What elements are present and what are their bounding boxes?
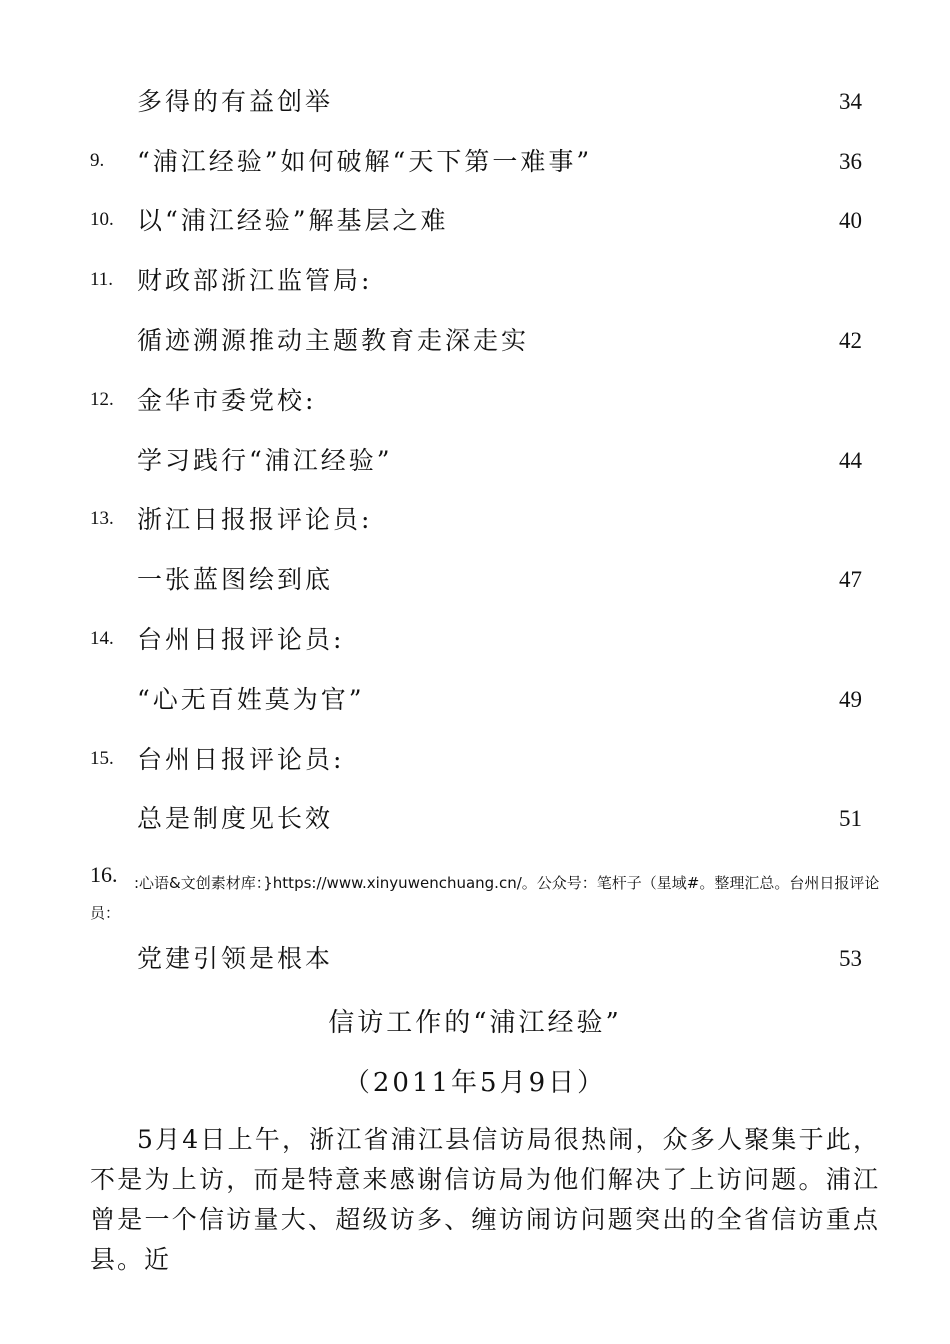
toc-entry (0, 939, 950, 979)
toc-entry (0, 142, 950, 182)
toc-entry (0, 560, 950, 600)
toc-entry-number: 16. (90, 862, 118, 887)
toc-entry-title: 一张蓝图绘到底 (137, 565, 334, 594)
toc-entry-number: 13. (90, 508, 114, 529)
toc-entry-page: 44 (839, 448, 862, 473)
toc-entry-number: 12. (90, 389, 114, 410)
toc-entry-page: 34 (839, 89, 862, 114)
toc-entry-title: 党建引领是根本 (137, 944, 334, 973)
toc-entry-number: 14. (90, 628, 114, 649)
toc-entry (0, 82, 950, 122)
toc-entry-title: 台州日报评论员: (137, 745, 345, 774)
toc-entry-title: 多得的有益创举 (137, 87, 334, 116)
toc-entry-title: 浙江日报报评论员: (137, 505, 373, 534)
toc-entry-title: 总是制度见长效 (137, 804, 334, 833)
toc-entry (0, 680, 950, 720)
toc-entry-title: “浦江经验”如何破解“天下第一难事” (137, 147, 593, 176)
toc-entry-number: 9. (90, 150, 105, 171)
toc-entry-page: 51 (839, 806, 862, 831)
toc-entry (0, 201, 950, 241)
article-title: 信访工作的“浦江经验” (328, 1008, 622, 1038)
toc-entry (0, 740, 950, 780)
article-date: （2011年5月9日） (343, 1068, 607, 1098)
toc-entry (0, 620, 950, 660)
toc-entry (0, 441, 950, 481)
toc-entry-number: 10. (90, 209, 114, 230)
toc-entry-page: 47 (839, 567, 862, 592)
toc-entry-title: 学习践行“浦江经验” (137, 446, 393, 475)
toc-entry (0, 799, 950, 839)
toc-entry-title: 金华市委党校: (137, 386, 317, 415)
toc-entry-number: 15. (90, 748, 114, 769)
toc-entry-page: 40 (839, 208, 862, 233)
toc-entry-page: 53 (839, 946, 862, 971)
toc-entry (0, 500, 950, 540)
toc-entry-title: 台州日报评论员: (137, 625, 345, 654)
toc-entry-page: 36 (839, 149, 862, 174)
watermark-note-text: :心语&文创素材库：}https://www.xinyuwenchuang.cn/。公众号：笔杆子（星域#。整理汇总。台州日报评论员： (90, 874, 880, 922)
toc-entry-page: 49 (839, 687, 862, 712)
toc-entry (0, 261, 950, 301)
toc-entry-number: 11. (90, 269, 114, 290)
toc-entry-title: 财政部浙江监管局: (137, 266, 373, 295)
toc-entry-title: 循迹溯源推动主题教育走深走实 (137, 326, 530, 355)
toc-entry-page: 42 (839, 328, 862, 353)
toc-entry (0, 321, 950, 361)
toc-entry-title: “心无百姓莫为官” (137, 685, 365, 714)
toc-entry-title: 以“浦江经验”解基层之难 (137, 206, 449, 235)
article-paragraph: 5月4日上午，浙江省浦江县信访局很热闹，众多人聚集于此，不是为上访，而是特意来感谢信访局为他们解决了上访问题。浦江曾是一个信访量大、超级访多、缠访闹访问题突出的全省信访重点县。近 (90, 1125, 880, 1274)
toc-entry (0, 381, 950, 421)
